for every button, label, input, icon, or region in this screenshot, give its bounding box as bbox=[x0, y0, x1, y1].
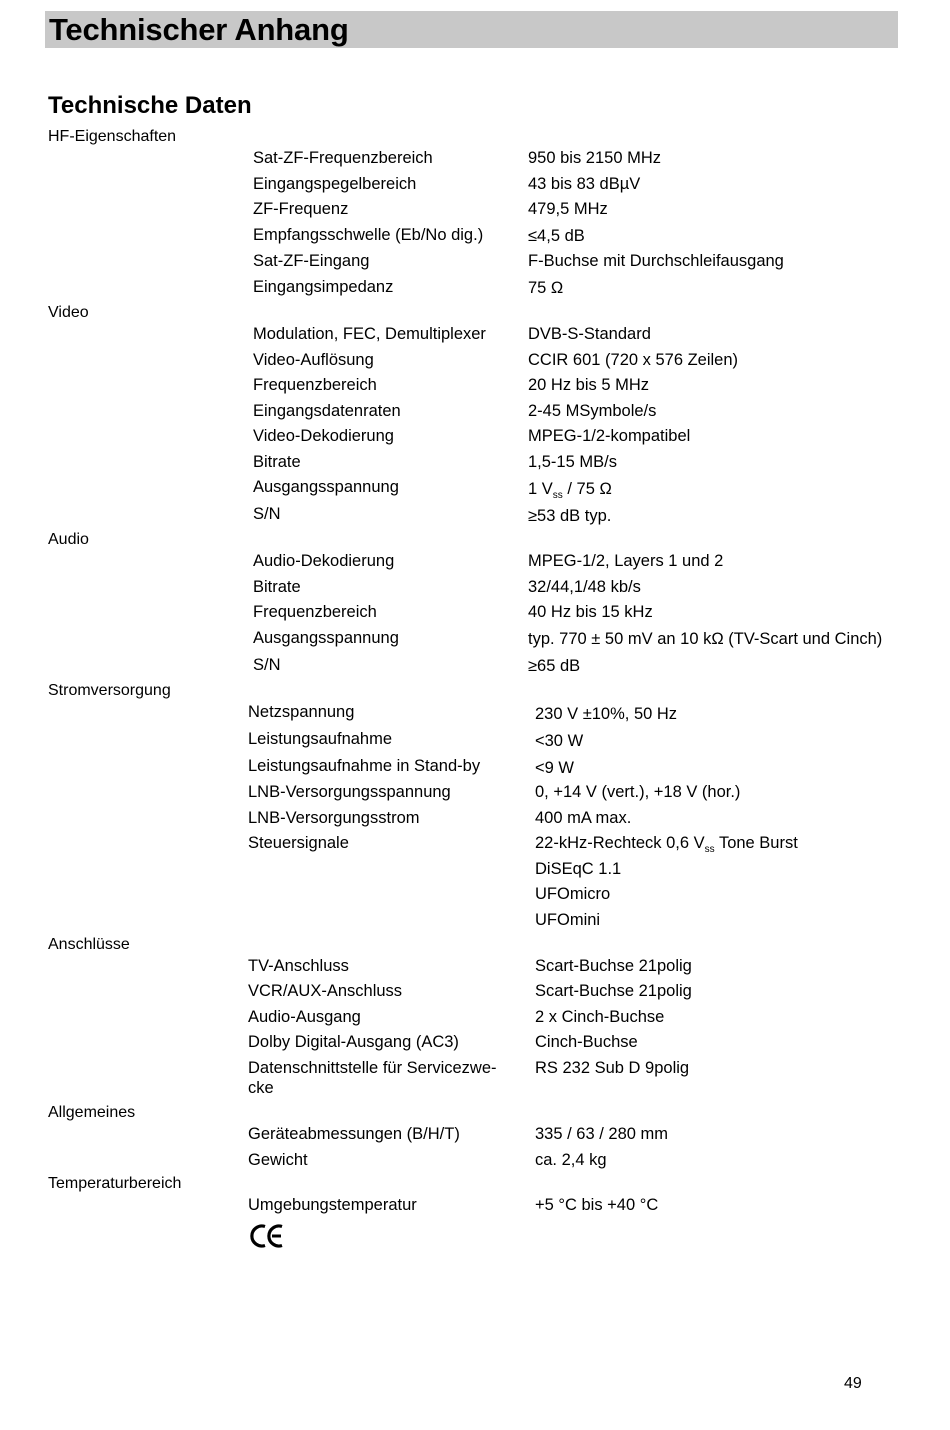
spec-label: Audio-Dekodierung bbox=[253, 552, 395, 570]
spec-value: UFOmicro bbox=[535, 885, 611, 903]
spec-value: F-Buchse mit Durchschleifausgang bbox=[528, 252, 784, 270]
spec-label: Steuersignale bbox=[248, 834, 349, 852]
spec-value: CCIR 601 (720 x 576 Zeilen) bbox=[528, 351, 739, 369]
section-title: Technische Daten bbox=[48, 92, 252, 119]
spec-value: 0, +14 V (vert.), +18 V (hor.) bbox=[535, 783, 741, 801]
spec-value: 75 Ω bbox=[528, 279, 564, 297]
spec-value: ≥53 dB typ. bbox=[528, 507, 612, 525]
spec-label: S/N bbox=[253, 656, 281, 674]
spec-label: LNB-Versorgungsstrom bbox=[248, 809, 420, 827]
spec-label: ZF-Frequenz bbox=[253, 200, 349, 218]
spec-value: <30 W bbox=[535, 732, 584, 750]
spec-label-continued: cke bbox=[248, 1079, 274, 1097]
page-number: 49 bbox=[844, 1375, 862, 1392]
header-bar bbox=[45, 11, 898, 48]
spec-label: Netzspannung bbox=[248, 703, 355, 721]
category-anschluesse: Anschlüsse bbox=[48, 936, 130, 953]
spec-label: Geräteabmessungen (B/H/T) bbox=[248, 1125, 460, 1143]
spec-label: Eingangspegelbereich bbox=[253, 175, 417, 193]
spec-value: DVB-S-Standard bbox=[528, 325, 651, 343]
spec-value: 335 / 63 / 280 mm bbox=[535, 1125, 668, 1143]
spec-label: Sat-ZF-Frequenzbereich bbox=[253, 149, 433, 167]
spec-label: LNB-Versorgungsspannung bbox=[248, 783, 451, 801]
spec-label: Umgebungstemperatur bbox=[248, 1196, 417, 1214]
spec-value: 1,5-15 MB/s bbox=[528, 453, 617, 471]
spec-value bbox=[535, 833, 798, 856]
spec-label: Video-Dekodierung bbox=[253, 427, 394, 445]
spec-label: Leistungsaufnahme bbox=[248, 730, 393, 748]
spec-value: +5 °C bis +40 °C bbox=[535, 1196, 659, 1214]
value-subscript: ss bbox=[552, 490, 563, 501]
spec-label: Ausgangsspannung bbox=[253, 478, 399, 496]
spec-value: Cinch-Buchse bbox=[535, 1033, 638, 1051]
spec-value: 2-45 MSymbole/s bbox=[528, 402, 657, 420]
value-suffix: / 75 Ω bbox=[562, 480, 612, 498]
spec-label: TV-Anschluss bbox=[248, 957, 349, 975]
spec-value: ≤4,5 dB bbox=[528, 227, 585, 245]
value-subscript: ss bbox=[704, 844, 715, 855]
spec-label: Audio-Ausgang bbox=[248, 1008, 361, 1026]
spec-value: 950 bis 2150 MHz bbox=[528, 149, 661, 167]
spec-label: Leistungsaufnahme in Stand-by bbox=[248, 757, 481, 775]
spec-value: ca. 2,4 kg bbox=[535, 1151, 607, 1169]
spec-value: DiSEqC 1.1 bbox=[535, 860, 622, 878]
category-stromversorgung: Stromversorgung bbox=[48, 682, 171, 699]
spec-value: 479,5 MHz bbox=[528, 200, 608, 218]
category-hf: HF-Eigenschaften bbox=[48, 128, 177, 145]
spec-value: <9 W bbox=[535, 759, 574, 777]
value-main: 1 V bbox=[528, 480, 553, 498]
spec-label: Sat-ZF-Eingang bbox=[253, 252, 370, 270]
spec-value: 230 V ±10%, 50 Hz bbox=[535, 705, 678, 723]
page-title: Technischer Anhang bbox=[49, 12, 349, 47]
spec-value: typ. 770 ± 50 mV an 10 kΩ (TV-Scart und Cinch) bbox=[528, 630, 883, 648]
category-audio: Audio bbox=[48, 531, 89, 548]
ce-mark-icon bbox=[249, 1222, 287, 1255]
value-main: 22-kHz-Rechteck 0,6 V bbox=[535, 834, 705, 852]
spec-label: Video-Auflösung bbox=[253, 351, 374, 369]
spec-value: RS 232 Sub D 9polig bbox=[535, 1059, 690, 1077]
spec-value: ≥65 dB bbox=[528, 657, 581, 675]
spec-label: S/N bbox=[253, 505, 281, 523]
spec-label: Frequenzbereich bbox=[253, 376, 377, 394]
spec-value: 43 bis 83 dBµV bbox=[528, 175, 641, 193]
spec-value: 20 Hz bis 5 MHz bbox=[528, 376, 650, 394]
spec-value: Scart-Buchse 21polig bbox=[535, 957, 692, 975]
spec-label: Ausgangsspannung bbox=[253, 629, 399, 647]
spec-label: Bitrate bbox=[253, 578, 301, 596]
spec-label: Empfangsschwelle (Eb/No dig.) bbox=[253, 226, 484, 244]
spec-label: Bitrate bbox=[253, 453, 301, 471]
spec-value: 400 mA max. bbox=[535, 809, 632, 827]
spec-label: Eingangsimpedanz bbox=[253, 278, 394, 296]
spec-label: Datenschnittstelle für Servicezwe- bbox=[248, 1059, 497, 1077]
spec-value: 2 x Cinch-Buchse bbox=[535, 1008, 665, 1026]
category-allgemeines: Allgemeines bbox=[48, 1104, 136, 1121]
spec-label: Frequenzbereich bbox=[253, 603, 377, 621]
spec-value: Scart-Buchse 21polig bbox=[535, 982, 692, 1000]
spec-value: MPEG-1/2-kompatibel bbox=[528, 427, 691, 445]
category-temperaturbereich: Temperaturbereich bbox=[48, 1175, 182, 1192]
category-video: Video bbox=[48, 304, 89, 321]
spec-value: 40 Hz bis 15 kHz bbox=[528, 603, 653, 621]
spec-value: 32/44,1/48 kb/s bbox=[528, 578, 641, 596]
spec-label: Modulation, FEC, Demultiplexer bbox=[253, 325, 486, 343]
spec-label: Dolby Digital-Ausgang (AC3) bbox=[248, 1033, 459, 1051]
spec-value bbox=[528, 479, 612, 502]
spec-value: MPEG-1/2, Layers 1 und 2 bbox=[528, 552, 724, 570]
spec-label: VCR/AUX-Anschluss bbox=[248, 982, 403, 1000]
spec-label: Eingangsdatenraten bbox=[253, 402, 401, 420]
spec-label: Gewicht bbox=[248, 1151, 308, 1169]
spec-value: UFOmini bbox=[535, 911, 601, 929]
value-suffix: Tone Burst bbox=[714, 834, 798, 852]
